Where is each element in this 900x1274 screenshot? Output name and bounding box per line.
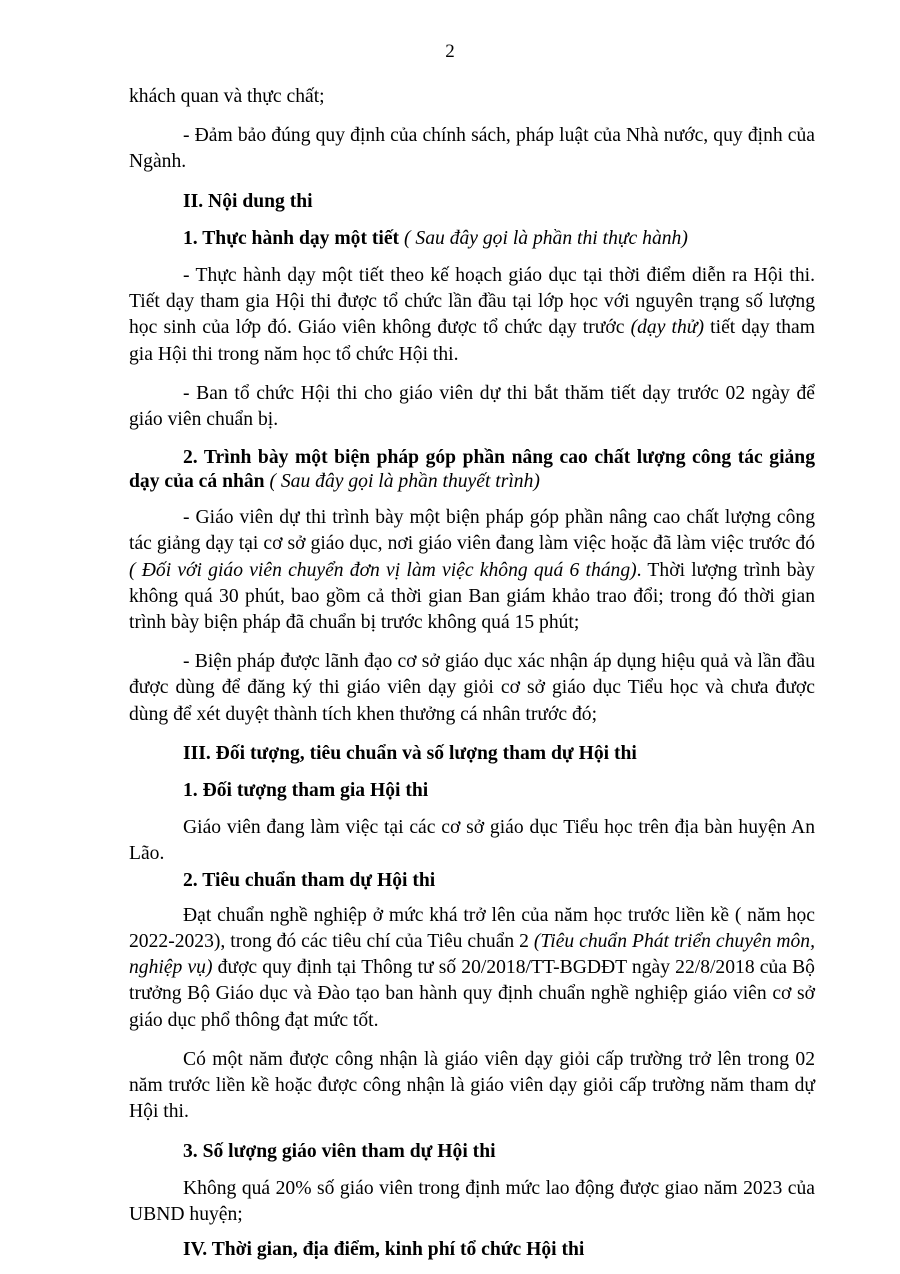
heading-ii-2-note: ( Sau đây gọi là phần thuyết trình) [264,471,540,493]
paragraph-standards-b: được quy định tại Thông tư số 20/2018/TT-BGDĐT ngày 22/8/2018 của Bộ trưởng Bộ Giáo dục và Đào tạo ban hành quy định chuẩn nghề nghiệp giáo viên cơ sở giáo dục phổ thông đạt mức tốt. [129,957,815,1031]
paragraph-participants: Giáo viên đang làm việc tại các cơ sở giáo dục Tiểu học trên địa bàn huyện An Lão. [129,817,815,865]
heading-section-iii: III. Đối tượng, tiêu chuẩn và số lượng tham dự Hội thi [183,742,637,764]
heading-iii-1: 1. Đối tượng tham gia Hội thi [183,780,429,802]
heading-ii-1-title: 1. Thực hành dạy một tiết [183,227,400,249]
paragraph-continuation: khách quan và thực chất; [129,86,325,107]
paragraph-practice-lesson-a: - Thực hành dạy một tiết theo kế hoạch giáo dục tại thời điểm diễn ra Hội thi. Tiết dạy tham gia Hội thi được tổ chức lần đầu tại lớp học với nguyên trạng số lượng học sinh của lớp đó. Giáo viên không được tổ chức dạy trước [129,265,815,339]
heading-ii-2-title: 2. Trình bày một biện pháp góp phần nâng cao chất lượng công tác giảng dạy của cá nhân [129,447,815,493]
paragraph-standards-italic: (Tiêu chuẩn Phát triển chuyên môn, nghiệp vụ) [129,931,815,979]
page-number: 2 [445,41,455,62]
paragraph-measure-confirmation: - Biện pháp được lãnh đạo cơ sở giáo dục xác nhận áp dụng hiệu quả và lần đầu được dùng để đăng ký thi giáo viên dạy giỏi cơ sở giáo dục Tiểu học và chưa được dùng để xét duyệt thành tích khen thưởng cá nhân trước đó; [129,651,815,725]
paragraph-standards [129,903,815,1034]
paragraph-practice-lesson-italic: (dạy thử) [630,317,705,339]
paragraph-presentation [129,505,815,636]
paragraph-presentation-a: - Giáo viên dự thi trình bày một biện pháp góp phần nâng cao chất lượng công tác giảng dạy tại cơ sở giáo dục, nơi giáo viên đang làm việc hoặc đã làm việc trước đó [129,507,815,555]
paragraph-practice-lesson-b: tiết dạy tham gia Hội thi trong năm học tổ chức Hội thi. [129,317,815,365]
paragraph-presentation-italic: ( Đối với giáo viên chuyển đơn vị làm việc không quá 6 tháng) [129,559,637,581]
heading-ii-2 [129,446,815,494]
heading-section-iv: IV. Thời gian, địa điểm, kinh phí tổ chức Hội thi [183,1239,585,1261]
heading-iii-2: 2. Tiêu chuẩn tham dự Hội thi [183,869,436,891]
paragraph-practice-lesson [129,263,815,368]
document-body [129,84,815,1274]
heading-ii-1 [129,226,815,252]
paragraph-standards-a: Đạt chuẩn nghề nghiệp ở mức khá trở lên của năm học trước liền kề ( năm học 2022-2023), trong đó các tiêu chí của Tiêu chuẩn 2 [129,904,815,953]
paragraph-recognition: Có một năm được công nhận là giáo viên dạy giỏi cấp trường trở lên trong 02 năm trước liền kề hoặc được công nhận là giáo viên dạy giỏi cấp trường năm tham dự Hội thi. [129,1048,815,1123]
paragraph-presentation-b: . Thời lượng trình bày không quá 30 phút, bao gồm cả thời gian Ban giám khảo trao đổi; trong đó thời gian trình bày biện pháp đã chuẩn bị trước không quá 15 phút; [129,559,815,634]
heading-ii-1-note: ( Sau đây gọi là phần thi thực hành) [399,227,688,249]
heading-iii-3: 3. Số lượng giáo viên tham dự Hội thi [183,1140,496,1162]
paragraph-lesson-draw: - Ban tổ chức Hội thi cho giáo viên dự thi bắt thăm tiết dạy trước 02 ngày để giáo viên chuẩn bị. [129,382,815,431]
paragraph-quota: Không quá 20% số giáo viên trong định mức lao động được giao năm 2023 của UBND huyện; [129,1177,815,1225]
paragraph-compliance: - Đảm bảo đúng quy định của chính sách, pháp luật của Nhà nước, quy định của Ngành. [129,125,815,173]
heading-section-ii: II. Nội dung thi [183,190,313,212]
